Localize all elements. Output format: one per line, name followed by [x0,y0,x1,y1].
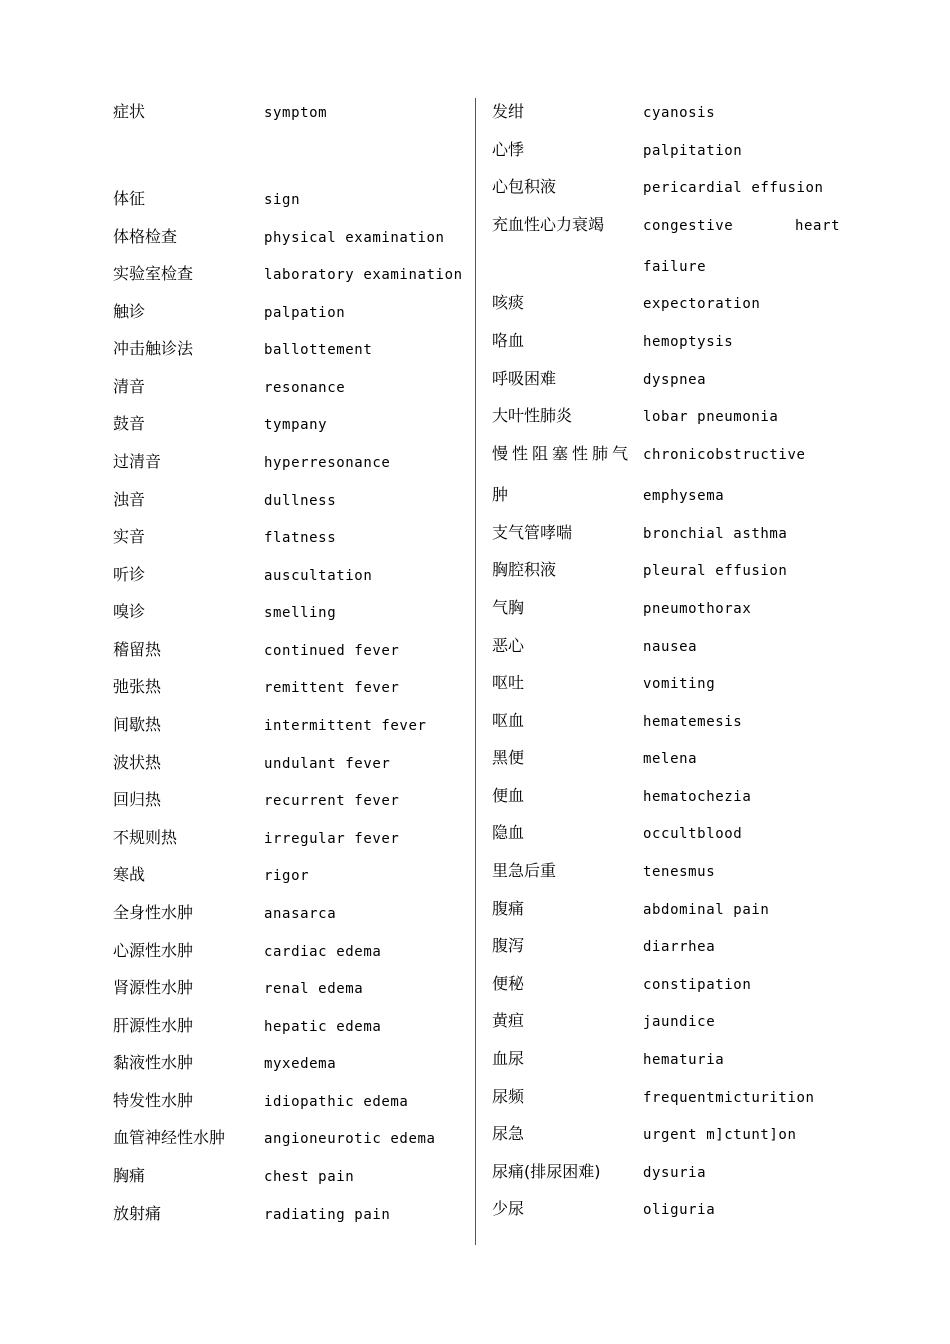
term-row [0,976,475,1004]
term-row [0,1164,475,1192]
chinese-term: 过清音 [113,452,162,471]
english-term: congestive [643,218,734,234]
chinese-term: 黏液性水肿 [113,1053,194,1072]
english-term: smelling [264,605,337,621]
term-row [477,1160,950,1188]
term-row [477,138,950,166]
chinese-term: 体征 [113,189,146,208]
english-term: emphysema [643,488,725,504]
term-row [477,483,950,511]
chinese-term: 间歇热 [113,715,162,734]
chinese-term: 呼吸困难 [492,369,557,388]
term-row [0,901,475,929]
english-term: hepatic edema [264,1019,382,1035]
english-term: nausea [643,639,698,655]
english-term: sign [264,192,301,208]
english-term: dullness [264,493,337,509]
chinese-term: 咳痰 [492,293,525,312]
english-term: continued fever [264,643,400,659]
english-term: physical examination [264,230,445,246]
chinese-term: 清音 [113,377,146,396]
term-row [0,563,475,591]
term-row [477,1122,950,1150]
chinese-term: 胸腔积液 [492,560,557,579]
term-row [0,100,475,128]
term-row [477,367,950,395]
chinese-term: 隐血 [492,823,525,842]
term-row [0,187,475,215]
term-row [0,375,475,403]
term-row [477,709,950,737]
english-term: constipation [643,977,752,993]
english-term: abdominal pain [643,902,770,918]
english-term: undulant fever [264,756,391,772]
english-term: cardiac edema [264,944,382,960]
english-term: palpitation [643,143,743,159]
english-term: chest pain [264,1169,355,1185]
term-row [477,634,950,662]
chinese-term: 气胸 [492,598,525,617]
chinese-term: 胸痛 [113,1166,146,1185]
chinese-term: 弛张热 [113,677,162,696]
chinese-term: 触诊 [113,302,146,321]
chinese-term: 黄疸 [492,1011,525,1030]
term-row [477,746,950,774]
english-term: urgent m]ctunt]on [643,1127,797,1143]
term-row [477,521,950,549]
chinese-term: 全身性水肿 [113,903,194,922]
english-term: diarrhea [643,939,716,955]
english-term: cyanosis [643,105,716,121]
english-term: hematemesis [643,714,743,730]
term-row [477,1009,950,1037]
english-term: occultblood [643,826,743,842]
term-row [0,225,475,253]
chinese-term: 慢性阻塞性肺气 [492,444,633,463]
chinese-term: 不规则热 [113,828,178,847]
term-row [0,1126,475,1154]
english-term: renal edema [264,981,364,997]
term-row [0,788,475,816]
chinese-term: 便秘 [492,974,525,993]
chinese-term: 充血性心力衰竭 [492,215,605,234]
english-term: symptom [264,105,328,121]
english-term: recurrent fever [264,793,400,809]
chinese-term: 黑便 [492,748,525,767]
term-row [477,442,950,470]
chinese-term: 实音 [113,527,146,546]
english-term: laboratory examination [264,267,463,283]
chinese-term: 特发性水肿 [113,1091,194,1110]
english-term: frequentmicturition [643,1090,815,1106]
term-row [0,713,475,741]
chinese-term: 里急后重 [492,861,557,880]
english-term: palpation [264,305,346,321]
chinese-term: 咯血 [492,331,525,350]
chinese-term: 血尿 [492,1049,525,1068]
term-row [0,863,475,891]
english-term: flatness [264,530,337,546]
english-term: radiating pain [264,1207,391,1223]
chinese-term: 波状热 [113,753,162,772]
term-row [0,826,475,854]
term-row [0,600,475,628]
chinese-term: 腹泻 [492,936,525,955]
chinese-term: 呕吐 [492,673,525,692]
english-term: myxedema [264,1056,337,1072]
english-term: hemoptysis [643,334,734,350]
chinese-term: 肿 [492,485,509,504]
term-row [477,1047,950,1075]
term-row [0,300,475,328]
chinese-term: 鼓音 [113,414,146,433]
english-term: tympany [264,417,328,433]
term-row [477,859,950,887]
english-term-continued: heart [795,218,841,234]
chinese-term: 听诊 [113,565,146,584]
english-term: oliguria [643,1202,716,1218]
chinese-term: 尿频 [492,1087,525,1106]
term-row [477,1085,950,1113]
english-term: pleural effusion [643,563,788,579]
chinese-term: 浊音 [113,490,146,509]
term-row [0,638,475,666]
term-row [0,450,475,478]
chinese-term: 心包积液 [492,177,557,196]
term-row [477,100,950,128]
english-term: idiopathic edema [264,1094,409,1110]
chinese-term: 发绀 [492,102,525,121]
english-term: hematuria [643,1052,725,1068]
english-term: auscultation [264,568,373,584]
chinese-term: 冲击触诊法 [113,339,194,358]
column-divider [475,98,476,1245]
english-term: dyspnea [643,372,707,388]
chinese-term: 便血 [492,786,525,805]
term-row [477,596,950,624]
english-term: chronicobstructive [643,447,806,463]
term-row [0,525,475,553]
english-term: dysuria [643,1165,707,1181]
english-term: intermittent fever [264,718,427,734]
term-row [0,751,475,779]
english-term: pneumothorax [643,601,752,617]
english-term: rigor [264,868,310,884]
term-row [0,262,475,290]
english-term: failure [643,259,707,275]
term-row [0,337,475,365]
english-term: anasarca [264,906,337,922]
term-row [0,1051,475,1079]
english-term: expectoration [643,296,761,312]
english-term: jaundice [643,1014,716,1030]
term-row [477,784,950,812]
chinese-term: 实验室检查 [113,264,194,283]
term-row [0,1202,475,1230]
term-row [477,1197,950,1225]
chinese-term: 尿痛(排尿困难) [492,1162,601,1181]
english-term: tenesmus [643,864,716,880]
english-term: pericardial effusion [643,180,824,196]
english-term: hematochezia [643,789,752,805]
term-row [477,254,950,282]
chinese-term: 少尿 [492,1199,525,1218]
chinese-term: 肾源性水肿 [113,978,194,997]
term-row [477,821,950,849]
term-row [0,488,475,516]
term-row [477,558,950,586]
term-row [477,404,950,432]
chinese-term: 腹痛 [492,899,525,918]
term-row [477,934,950,962]
english-term: hyperresonance [264,455,391,471]
term-row [477,213,950,241]
chinese-term: 尿急 [492,1124,525,1143]
term-row [477,897,950,925]
chinese-term: 心源性水肿 [113,941,194,960]
chinese-term: 大叶性肺炎 [492,406,573,425]
term-row [477,291,950,319]
term-row [477,671,950,699]
english-term: melena [643,751,698,767]
chinese-term: 回归热 [113,790,162,809]
english-term: remittent fever [264,680,400,696]
chinese-term: 支气管哮喘 [492,523,573,542]
chinese-term: 肝源性水肿 [113,1016,194,1035]
term-row [0,675,475,703]
english-term: lobar pneumonia [643,409,779,425]
chinese-term: 恶心 [492,636,525,655]
chinese-term: 稽留热 [113,640,162,659]
term-row [0,939,475,967]
english-term: irregular fever [264,831,400,847]
term-row [477,329,950,357]
english-term: vomiting [643,676,716,692]
chinese-term: 症状 [113,102,146,121]
english-term: ballottement [264,342,373,358]
chinese-term: 心悸 [492,140,525,159]
chinese-term: 血管神经性水肿 [113,1128,226,1147]
term-row [0,412,475,440]
chinese-term: 体格检查 [113,227,178,246]
chinese-term: 放射痛 [113,1204,162,1223]
english-term: bronchial asthma [643,526,788,542]
english-term: resonance [264,380,346,396]
term-row [0,1014,475,1042]
term-row [477,175,950,203]
english-term: angioneurotic edema [264,1131,436,1147]
chinese-term: 嗅诊 [113,602,146,621]
chinese-term: 呕血 [492,711,525,730]
term-row [0,1089,475,1117]
chinese-term: 寒战 [113,865,146,884]
term-row [477,972,950,1000]
